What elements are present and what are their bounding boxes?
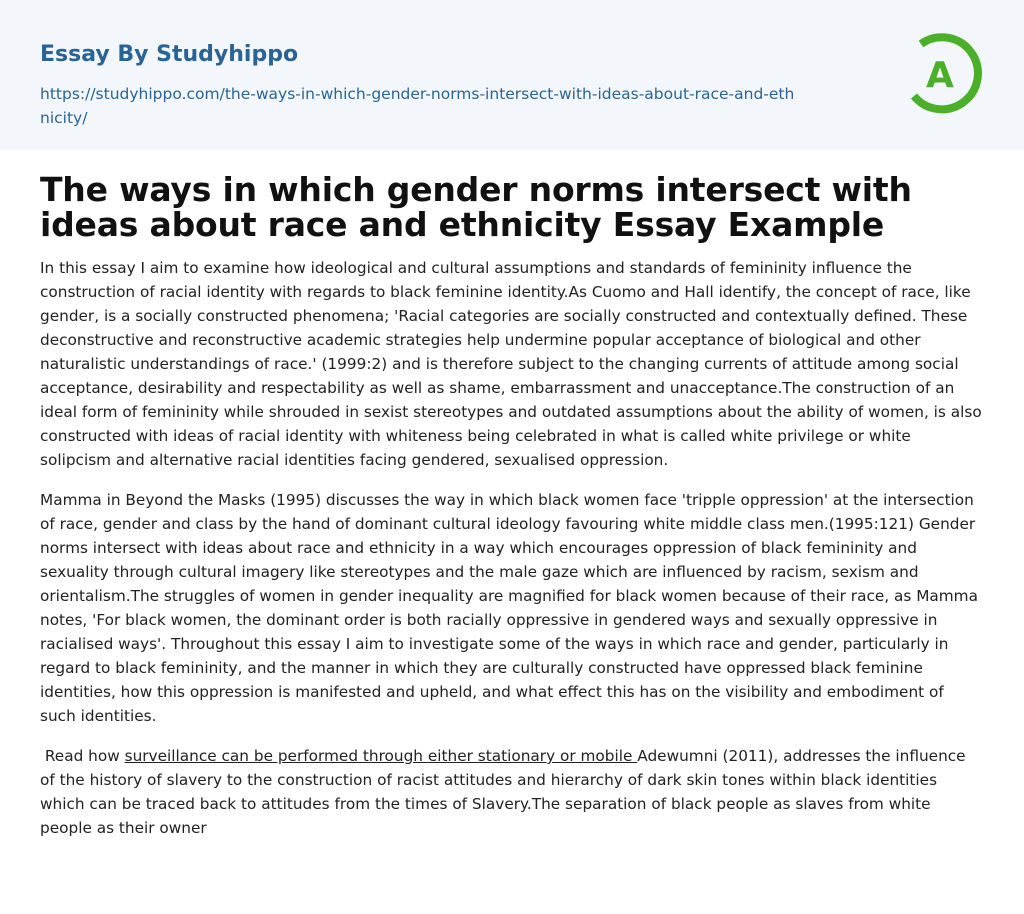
article-title: The ways in which gender norms intersect with ideas about race and ethnicity Essay Example bbox=[40, 170, 912, 244]
article-paragraph-1: In this essay I aim to examine how ideological and cultural assumptions and standards of femininity influence the construction of racial identity with regards to black feminine identity.As Cuomo and Hall identify, the concept of race, like gender, is a socially constructed phenomena; 'Racial categories are socially constructed and contextually defined. These deconstructive and reconstructive academic strategies help undermine popular acceptance of biological and other naturalistic understandings of race.' (1999:2) and is therefore subject to the changing currents of attitude among social acceptance, desirability and respectability as well as shame, embarrassment and unacceptance.The construction of an ideal form of femininity while shrouded in sexist stereotypes and outdated assumptions about the ability of women, is also constructed with ideas of racial identity with whiteness being celebrated in what is called white privilege or white solipcism and alternative racial identities facing gendered, sexualised oppression. bbox=[40, 259, 982, 469]
article bbox=[0, 172, 1024, 840]
logo-letter: A bbox=[926, 55, 954, 96]
article-paragraph-2: Mamma in Beyond the Masks (1995) discusses the way in which black women face 'tripple oppression' at the intersection of race, gender and class by the hand of dominant cultural ideology favouring white middle class men.(1995:121) Gender norms intersect with ideas about race and ethnicity in a way which encourages oppression of black femininity and sexuality through cultural imagery like stereotypes and the male gaze which are influenced by racism, sexism and orientalism.The struggles of women in gender inequality are magnified for black women because of their race, as Mamma notes, 'For black women, the dominant order is both racially oppressive in gendered ways and sexually oppressive in racialised ways'. Throughout this essay I aim to investigate some of the ways in which race and gender, particularly in regard to black femininity, and the manner in which they are culturally constructed have oppressed black feminine identities, how this oppression is manifested and upheld, and what effect this has on the visibility and embodiment of such identities. bbox=[40, 491, 978, 725]
studyhippo-logo-icon[interactable] bbox=[900, 30, 984, 114]
paragraph-3-text: Adewumni (2011), addresses the influence of the history of slavery to the construction of racist attitudes and hierarchy of dark skin tones within black identities which can be traced back to attitudes from the times of Slavery.The separation of black people as slaves from white people as their owner bbox=[40, 747, 966, 837]
site-brand: Essay By Studyhippo bbox=[40, 42, 299, 67]
read-how-prefix: Read how bbox=[40, 747, 125, 765]
related-essay-link[interactable]: surveillance can be performed through either stationary or mobile bbox=[124, 747, 638, 765]
page-header bbox=[0, 0, 1024, 150]
source-url-link[interactable]: https://studyhippo.com/the-ways-in-which-gender-norms-intersect-with-ideas-about-race-and-ethnicity/ bbox=[40, 85, 795, 127]
article-paragraph-3 bbox=[40, 744, 984, 840]
